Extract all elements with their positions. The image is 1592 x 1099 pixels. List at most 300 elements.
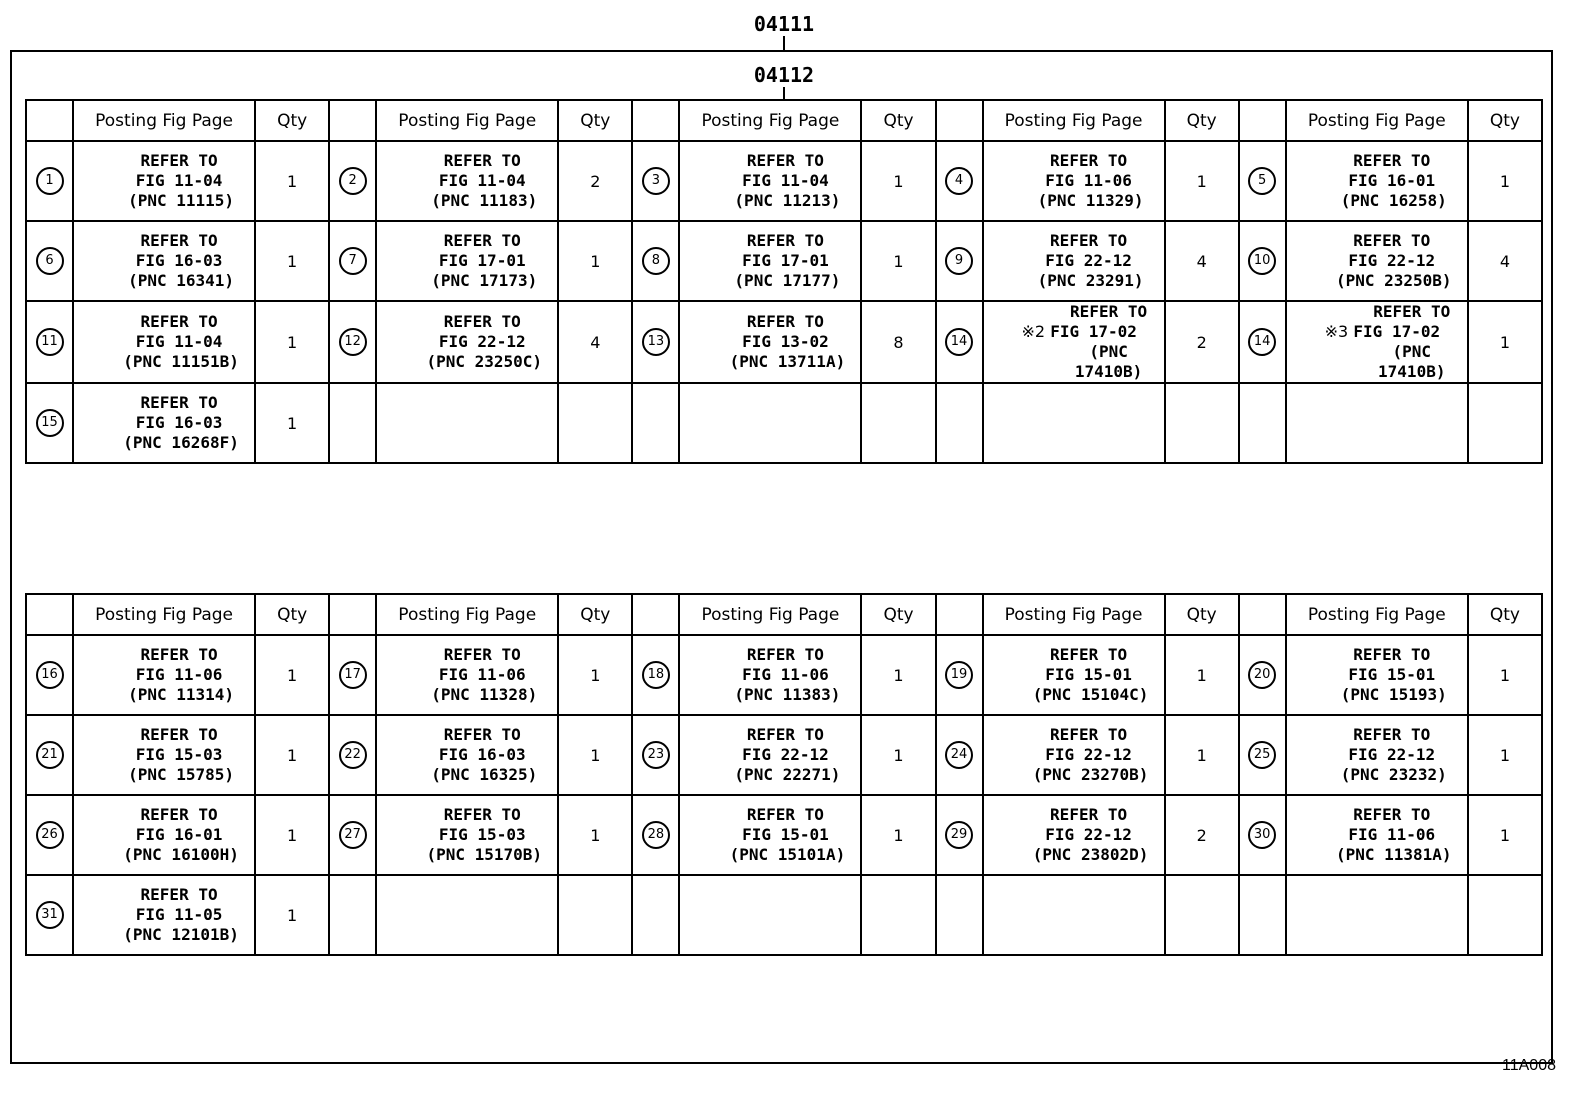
ref-number-cell (26, 635, 73, 715)
refer-to-text: REFER TO (1050, 151, 1128, 170)
qty-cell: 1 (1468, 715, 1542, 795)
qty-cell: 1 (255, 141, 329, 221)
ref-number-cell (632, 715, 679, 795)
fig-reference (407, 171, 557, 191)
pnc-reference: (PNC 17173) (431, 271, 538, 290)
refer-to-text: REFER TO (746, 805, 824, 824)
note-mark: ※2 (1021, 322, 1046, 341)
header-index-cell (26, 594, 73, 635)
fig-reference (104, 665, 254, 685)
ref-number-circle: 27 (339, 821, 367, 849)
refer-to-text: REFER TO (1353, 151, 1431, 170)
pnc-reference: (PNC 11314) (128, 685, 235, 704)
pnc-reference: (PNC 16258) (1340, 191, 1447, 210)
fig-number: FIG 15-03 (438, 825, 526, 844)
fig-reference (1317, 745, 1467, 765)
pnc-reference: (PNC 16100H) (123, 845, 239, 864)
header-qty: Qty (1165, 100, 1239, 141)
fig-number: FIG 22-12 (438, 332, 526, 351)
parts-reference-table-bottom (25, 593, 1543, 956)
pnc-reference: (PNC 11381A) (1335, 845, 1452, 864)
ref-number-cell (329, 221, 376, 301)
fig-reference (1317, 251, 1467, 271)
posting-fig-page-cell (376, 383, 558, 463)
fig-number: FIG 11-06 (742, 665, 829, 684)
fig-reference (1014, 665, 1164, 685)
fig-reference (1014, 745, 1164, 765)
refer-to-text: REFER TO (746, 725, 824, 744)
fig-number: FIG 11-05 (135, 905, 223, 924)
ref-number-circle: 10 (1248, 247, 1276, 275)
fig-number: FIG 13-02 (742, 332, 829, 351)
refer-to-text: REFER TO (443, 645, 521, 664)
posting-fig-page-cell (73, 635, 255, 715)
posting-fig-page-cell (983, 141, 1165, 221)
fig-reference (407, 745, 557, 765)
posting-fig-page-cell (679, 795, 861, 875)
ref-number-circle: 29 (945, 821, 973, 849)
ref-number-cell (329, 715, 376, 795)
refer-to-text: REFER TO (1353, 805, 1431, 824)
fig-number: FIG 11-04 (742, 171, 829, 190)
ref-number-circle: 22 (339, 741, 367, 769)
refer-to-text: REFER TO (1353, 231, 1431, 250)
fig-number: FIG 17-01 (742, 251, 829, 270)
fig-number: FIG 15-01 (1045, 665, 1132, 684)
ref-number-cell (26, 221, 73, 301)
qty-cell: 1 (1165, 141, 1239, 221)
ref-number-circle: 2 (339, 167, 367, 195)
refer-to-text: REFER TO (140, 725, 218, 744)
qty-cell: 2 (558, 141, 632, 221)
ref-number-cell (26, 715, 73, 795)
posting-fig-page-cell (679, 875, 861, 955)
refer-to-text: REFER TO (140, 805, 218, 824)
table-row (26, 141, 1542, 221)
header-qty: Qty (255, 594, 329, 635)
posting-fig-page-cell (1286, 141, 1468, 221)
posting-fig-page-cell (679, 715, 861, 795)
refer-to-text: REFER TO (1353, 645, 1431, 664)
ref-number-circle: 9 (945, 247, 973, 275)
qty-cell: 1 (1468, 301, 1542, 383)
ref-number-circle: 18 (642, 661, 670, 689)
fig-number: FIG 15-03 (135, 745, 223, 764)
posting-fig-page-cell (376, 875, 558, 955)
fig-reference (1317, 322, 1467, 342)
fig-reference (104, 745, 254, 765)
fig-number: FIG 16-03 (438, 745, 526, 764)
fig-number: FIG 16-03 (135, 413, 223, 432)
header-posting-fig-page: Posting Fig Page (376, 594, 558, 635)
header-index-cell (936, 594, 983, 635)
qty-cell: 4 (1468, 221, 1542, 301)
fig-number: FIG 11-06 (135, 665, 223, 684)
fig-reference (104, 825, 254, 845)
posting-fig-page-cell (983, 383, 1165, 463)
ref-number-circle: 31 (36, 901, 64, 929)
header-posting-fig-page: Posting Fig Page (983, 594, 1165, 635)
fig-number: FIG 16-01 (135, 825, 223, 844)
refer-to-text: REFER TO (443, 725, 521, 744)
qty-cell: 1 (558, 635, 632, 715)
header-qty: Qty (1468, 594, 1542, 635)
refer-to-text: REFER TO (443, 151, 521, 170)
pnc-reference: (PNC 17410B) (1074, 342, 1143, 381)
header-index-cell (329, 594, 376, 635)
fig-reference (710, 251, 860, 271)
header-posting-fig-page: Posting Fig Page (1286, 594, 1468, 635)
fig-reference (710, 825, 860, 845)
ref-number-cell (1239, 383, 1286, 463)
ref-number-circle: 19 (945, 661, 973, 689)
ref-number-cell (632, 301, 679, 383)
pnc-reference: (PNC 23270B) (1032, 765, 1149, 784)
qty-cell: 1 (255, 635, 329, 715)
header-posting-fig-page: Posting Fig Page (376, 100, 558, 141)
fig-reference (1014, 322, 1164, 342)
refer-to-text: REFER TO (1373, 302, 1451, 321)
header-posting-fig-page: Posting Fig Page (73, 100, 255, 141)
posting-fig-page-cell (679, 221, 861, 301)
refer-to-text: REFER TO (140, 231, 218, 250)
fig-number: FIG 11-06 (438, 665, 526, 684)
fig-reference (1317, 665, 1467, 685)
fig-number: FIG 22-12 (742, 745, 829, 764)
ref-number-circle: 7 (339, 247, 367, 275)
fig-reference (104, 251, 254, 271)
ref-number-circle: 14 (1248, 328, 1276, 356)
parts-reference-table-top (25, 99, 1543, 464)
pnc-reference: (PNC 11213) (734, 191, 841, 210)
fig-reference (104, 332, 254, 352)
ref-number-cell (26, 383, 73, 463)
fig-number: FIG 22-12 (1348, 745, 1436, 764)
table-row (26, 221, 1542, 301)
fig-number: FIG 22-12 (1045, 745, 1132, 764)
note-mark: ※3 (1324, 322, 1349, 341)
posting-fig-page-cell (983, 715, 1165, 795)
posting-fig-page-cell (376, 221, 558, 301)
qty-cell (558, 383, 632, 463)
ref-number-cell (329, 795, 376, 875)
pnc-reference: (PNC 15785) (128, 765, 235, 784)
qty-cell: 4 (1165, 221, 1239, 301)
ref-number-cell (632, 383, 679, 463)
posting-fig-page-cell (679, 141, 861, 221)
table-row (26, 875, 1542, 955)
ref-number-cell (632, 795, 679, 875)
posting-fig-page-cell (1286, 301, 1468, 383)
ref-number-cell (632, 875, 679, 955)
fig-reference (1014, 251, 1164, 271)
pnc-reference: (PNC 16341) (128, 271, 235, 290)
qty-cell: 1 (861, 141, 935, 221)
pnc-reference: (PNC 11183) (431, 191, 538, 210)
refer-to-text: REFER TO (140, 393, 218, 412)
fig-number: FIG 16-03 (135, 251, 223, 270)
qty-cell: 1 (255, 795, 329, 875)
ref-number-circle: 20 (1248, 661, 1276, 689)
pnc-reference: (PNC 23250C) (426, 352, 543, 371)
fig-number: FIG 22-12 (1348, 251, 1436, 270)
posting-fig-page-cell (983, 875, 1165, 955)
posting-fig-page-cell (1286, 875, 1468, 955)
refer-to-text: REFER TO (140, 151, 218, 170)
fig-number: FIG 17-02 (1353, 322, 1441, 341)
posting-fig-page-cell (376, 715, 558, 795)
ref-number-cell (26, 795, 73, 875)
ref-number-circle: 12 (339, 328, 367, 356)
posting-fig-page-cell (73, 301, 255, 383)
ref-number-cell (1239, 875, 1286, 955)
fig-reference (1317, 825, 1467, 845)
qty-cell: 1 (255, 715, 329, 795)
ref-number-cell (936, 221, 983, 301)
pnc-reference: (PNC 23232) (1340, 765, 1447, 784)
fig-reference (710, 332, 860, 352)
header-qty: Qty (1165, 594, 1239, 635)
posting-fig-page-cell (1286, 795, 1468, 875)
table-row (26, 795, 1542, 875)
posting-fig-page-cell (983, 221, 1165, 301)
posting-fig-page-cell (376, 141, 558, 221)
qty-cell (558, 875, 632, 955)
qty-cell: 1 (861, 221, 935, 301)
qty-cell: 1 (1468, 635, 1542, 715)
qty-cell (1165, 875, 1239, 955)
ref-number-cell (936, 795, 983, 875)
fig-reference (104, 171, 254, 191)
header-posting-fig-page: Posting Fig Page (1286, 100, 1468, 141)
ref-number-cell (936, 635, 983, 715)
qty-cell: 1 (1468, 795, 1542, 875)
ref-number-circle: 6 (36, 247, 64, 275)
fig-reference (1014, 171, 1164, 191)
ref-number-circle: 24 (945, 741, 973, 769)
qty-cell: 1 (861, 795, 935, 875)
posting-fig-page-cell (679, 383, 861, 463)
ref-number-circle: 28 (642, 821, 670, 849)
pnc-reference: (PNC 11151B) (123, 352, 239, 371)
pnc-reference: (PNC 11115) (128, 191, 235, 210)
posting-fig-page-cell (679, 635, 861, 715)
pnc-reference: (PNC 22271) (734, 765, 841, 784)
ref-number-circle: 15 (36, 409, 64, 437)
qty-cell (861, 875, 935, 955)
qty-cell: 1 (255, 301, 329, 383)
header-index-cell (1239, 594, 1286, 635)
ref-number-cell (936, 875, 983, 955)
pnc-reference: (PNC 23250B) (1335, 271, 1452, 290)
ref-number-circle: 11 (36, 328, 64, 356)
ref-number-circle: 1 (36, 167, 64, 195)
ref-number-circle: 13 (642, 328, 670, 356)
qty-cell (1468, 383, 1542, 463)
header-index-cell (632, 594, 679, 635)
ref-number-circle: 23 (642, 741, 670, 769)
ref-number-cell (936, 301, 983, 383)
header-index-cell (329, 100, 376, 141)
pnc-reference: (PNC 11329) (1037, 191, 1144, 210)
fig-number: FIG 11-04 (135, 332, 223, 351)
assembly-leader-line (783, 36, 785, 50)
fig-number: FIG 11-04 (135, 171, 223, 190)
fig-reference (710, 665, 860, 685)
fig-number: FIG 11-04 (438, 171, 526, 190)
header-index-cell (936, 100, 983, 141)
ref-number-cell (329, 301, 376, 383)
subassembly-code: 04112 (753, 63, 815, 87)
fig-number: FIG 11-06 (1348, 825, 1436, 844)
ref-number-cell (936, 383, 983, 463)
ref-number-cell (1239, 141, 1286, 221)
ref-number-cell (329, 635, 376, 715)
ref-number-circle: 30 (1248, 821, 1276, 849)
ref-number-cell (632, 635, 679, 715)
ref-number-cell (329, 383, 376, 463)
posting-fig-page-cell (983, 795, 1165, 875)
fig-number: FIG 15-01 (742, 825, 829, 844)
pnc-reference: (PNC 16268F) (123, 433, 239, 452)
ref-number-circle: 4 (945, 167, 973, 195)
refer-to-text: REFER TO (1050, 231, 1128, 250)
qty-cell: 1 (1468, 141, 1542, 221)
ref-number-cell (632, 221, 679, 301)
fig-number: FIG 17-02 (1050, 322, 1137, 341)
qty-cell (1468, 875, 1542, 955)
refer-to-text: REFER TO (140, 312, 218, 331)
header-posting-fig-page: Posting Fig Page (983, 100, 1165, 141)
posting-fig-page-cell (73, 141, 255, 221)
posting-fig-page-cell (1286, 715, 1468, 795)
ref-number-circle: 8 (642, 247, 670, 275)
fig-reference (1317, 171, 1467, 191)
qty-cell (1165, 383, 1239, 463)
fig-reference (710, 745, 860, 765)
refer-to-text: REFER TO (746, 231, 824, 250)
header-qty: Qty (558, 594, 632, 635)
ref-number-cell (1239, 221, 1286, 301)
qty-cell: 2 (1165, 301, 1239, 383)
table-row (26, 383, 1542, 463)
ref-number-cell (936, 715, 983, 795)
ref-number-circle: 3 (642, 167, 670, 195)
table-row (26, 635, 1542, 715)
ref-number-cell (1239, 795, 1286, 875)
refer-to-text: REFER TO (1050, 725, 1128, 744)
refer-to-text: REFER TO (746, 645, 824, 664)
posting-fig-page-cell (1286, 635, 1468, 715)
ref-number-circle: 5 (1248, 167, 1276, 195)
refer-to-text: REFER TO (443, 312, 521, 331)
ref-number-circle: 25 (1248, 741, 1276, 769)
fig-number: FIG 16-01 (1348, 171, 1436, 190)
assembly-code: 04111 (753, 12, 815, 36)
pnc-reference: (PNC 15101A) (729, 845, 846, 864)
pnc-reference: (PNC 11328) (431, 685, 538, 704)
table-row (26, 715, 1542, 795)
ref-number-cell (1239, 635, 1286, 715)
posting-fig-page-cell (73, 715, 255, 795)
ref-number-cell (329, 875, 376, 955)
header-qty: Qty (861, 594, 935, 635)
fig-reference (407, 251, 557, 271)
qty-cell: 1 (861, 635, 935, 715)
fig-number: FIG 15-01 (1348, 665, 1436, 684)
header-qty: Qty (558, 100, 632, 141)
pnc-reference: (PNC 15193) (1340, 685, 1447, 704)
posting-fig-page-cell (1286, 383, 1468, 463)
qty-cell: 4 (558, 301, 632, 383)
ref-number-cell (329, 141, 376, 221)
qty-cell: 1 (861, 715, 935, 795)
ref-number-cell (1239, 301, 1286, 383)
fig-number: FIG 22-12 (1045, 825, 1132, 844)
refer-to-text: REFER TO (140, 645, 218, 664)
qty-cell: 1 (558, 795, 632, 875)
refer-to-text: REFER TO (1353, 725, 1431, 744)
ref-number-cell (1239, 715, 1286, 795)
posting-fig-page-cell (73, 383, 255, 463)
refer-to-text: REFER TO (1070, 302, 1148, 321)
refer-to-text: REFER TO (443, 805, 521, 824)
posting-fig-page-cell (679, 301, 861, 383)
pnc-reference: (PNC 13711A) (729, 352, 846, 371)
fig-number: FIG 11-06 (1045, 171, 1132, 190)
qty-cell: 2 (1165, 795, 1239, 875)
header-posting-fig-page: Posting Fig Page (679, 594, 861, 635)
posting-fig-page-cell (983, 301, 1165, 383)
ref-number-circle: 26 (36, 821, 64, 849)
pnc-reference: (PNC 16325) (431, 765, 538, 784)
pnc-reference: (PNC 17410B) (1378, 342, 1446, 381)
posting-fig-page-cell (376, 795, 558, 875)
fig-number: FIG 22-12 (1045, 251, 1132, 270)
illustration-code: 11A008 (1502, 1057, 1556, 1074)
header-qty: Qty (1468, 100, 1542, 141)
header-posting-fig-page: Posting Fig Page (73, 594, 255, 635)
refer-to-text: REFER TO (1050, 805, 1128, 824)
table-header-row (26, 594, 1542, 635)
posting-fig-page-cell (1286, 221, 1468, 301)
posting-fig-page-cell (73, 221, 255, 301)
ref-number-circle: 21 (36, 741, 64, 769)
pnc-reference: (PNC 23802D) (1032, 845, 1149, 864)
qty-cell: 1 (255, 383, 329, 463)
fig-reference (407, 825, 557, 845)
qty-cell (861, 383, 935, 463)
table-header-row (26, 100, 1542, 141)
fig-reference (1014, 825, 1164, 845)
posting-fig-page-cell (376, 301, 558, 383)
pnc-reference: (PNC 17177) (734, 271, 841, 290)
ref-number-cell (936, 141, 983, 221)
ref-number-circle: 17 (339, 661, 367, 689)
fig-reference (407, 332, 557, 352)
pnc-reference: (PNC 23291) (1037, 271, 1144, 290)
refer-to-text: REFER TO (1050, 645, 1128, 664)
pnc-reference: (PNC 15170B) (426, 845, 543, 864)
qty-cell: 1 (1165, 635, 1239, 715)
ref-number-cell (26, 875, 73, 955)
fig-reference (710, 171, 860, 191)
refer-to-text: REFER TO (443, 231, 521, 250)
qty-cell: 1 (255, 221, 329, 301)
pnc-reference: (PNC 11383) (734, 685, 841, 704)
header-index-cell (1239, 100, 1286, 141)
ref-number-cell (26, 301, 73, 383)
